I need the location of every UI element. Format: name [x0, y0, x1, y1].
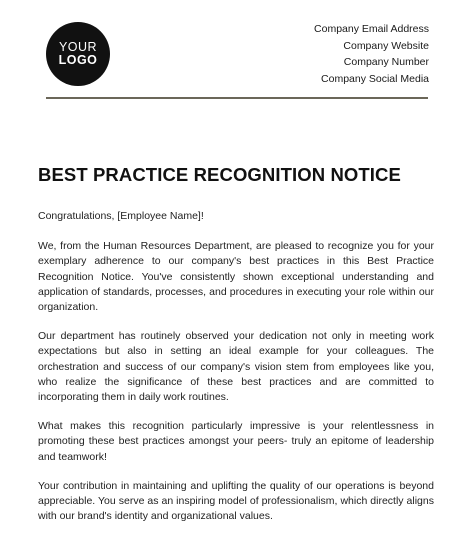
company-social-media: Company Social Media	[321, 72, 429, 85]
company-logo	[46, 22, 110, 86]
company-website: Company Website	[343, 39, 429, 52]
company-contact-block	[314, 21, 429, 87]
greeting: Congratulations, [Employee Name]!	[38, 210, 204, 222]
body-paragraph-2: Our department has routinely observed your dedication not only in meeting work expectations but also in setting an ideal example for your colleagues. The orchestration and success of our company's vision stem from employees like you, who realize the significance of these best practices and are committed to incorporating them in daily work routines.	[38, 330, 434, 404]
logo-text-bottom: LOGO	[58, 53, 98, 67]
body-paragraph-3: What makes this recognition particularly impressive is your relentlessness in promoting these best practices amongst your peers- truly an epitome of leadership and teamwork!	[38, 420, 434, 463]
body-paragraph-1: We, from the Human Resources Department, are pleased to recognize you for your exemplary adherence to our company's best practices in this Best Practice Recognition Notice. You've consistently shown exceptional understanding and application of standards, processes, and procedures in executing your role within our organization.	[38, 240, 434, 314]
company-email: Company Email Address	[314, 23, 429, 35]
document-title: BEST PRACTICE RECOGNITION NOTICE	[38, 164, 401, 185]
company-number: Company Number	[343, 56, 429, 68]
logo-text-top: YOUR	[58, 39, 98, 54]
header-divider	[46, 97, 428, 99]
body-paragraph-4: Your contribution in maintaining and uplifting the quality of our operations is beyond appreciable. You serve as an inspiring model of professionalism, which directly aligns with our brand's identity and organizational values.	[38, 479, 434, 523]
document-body	[38, 209, 434, 538]
